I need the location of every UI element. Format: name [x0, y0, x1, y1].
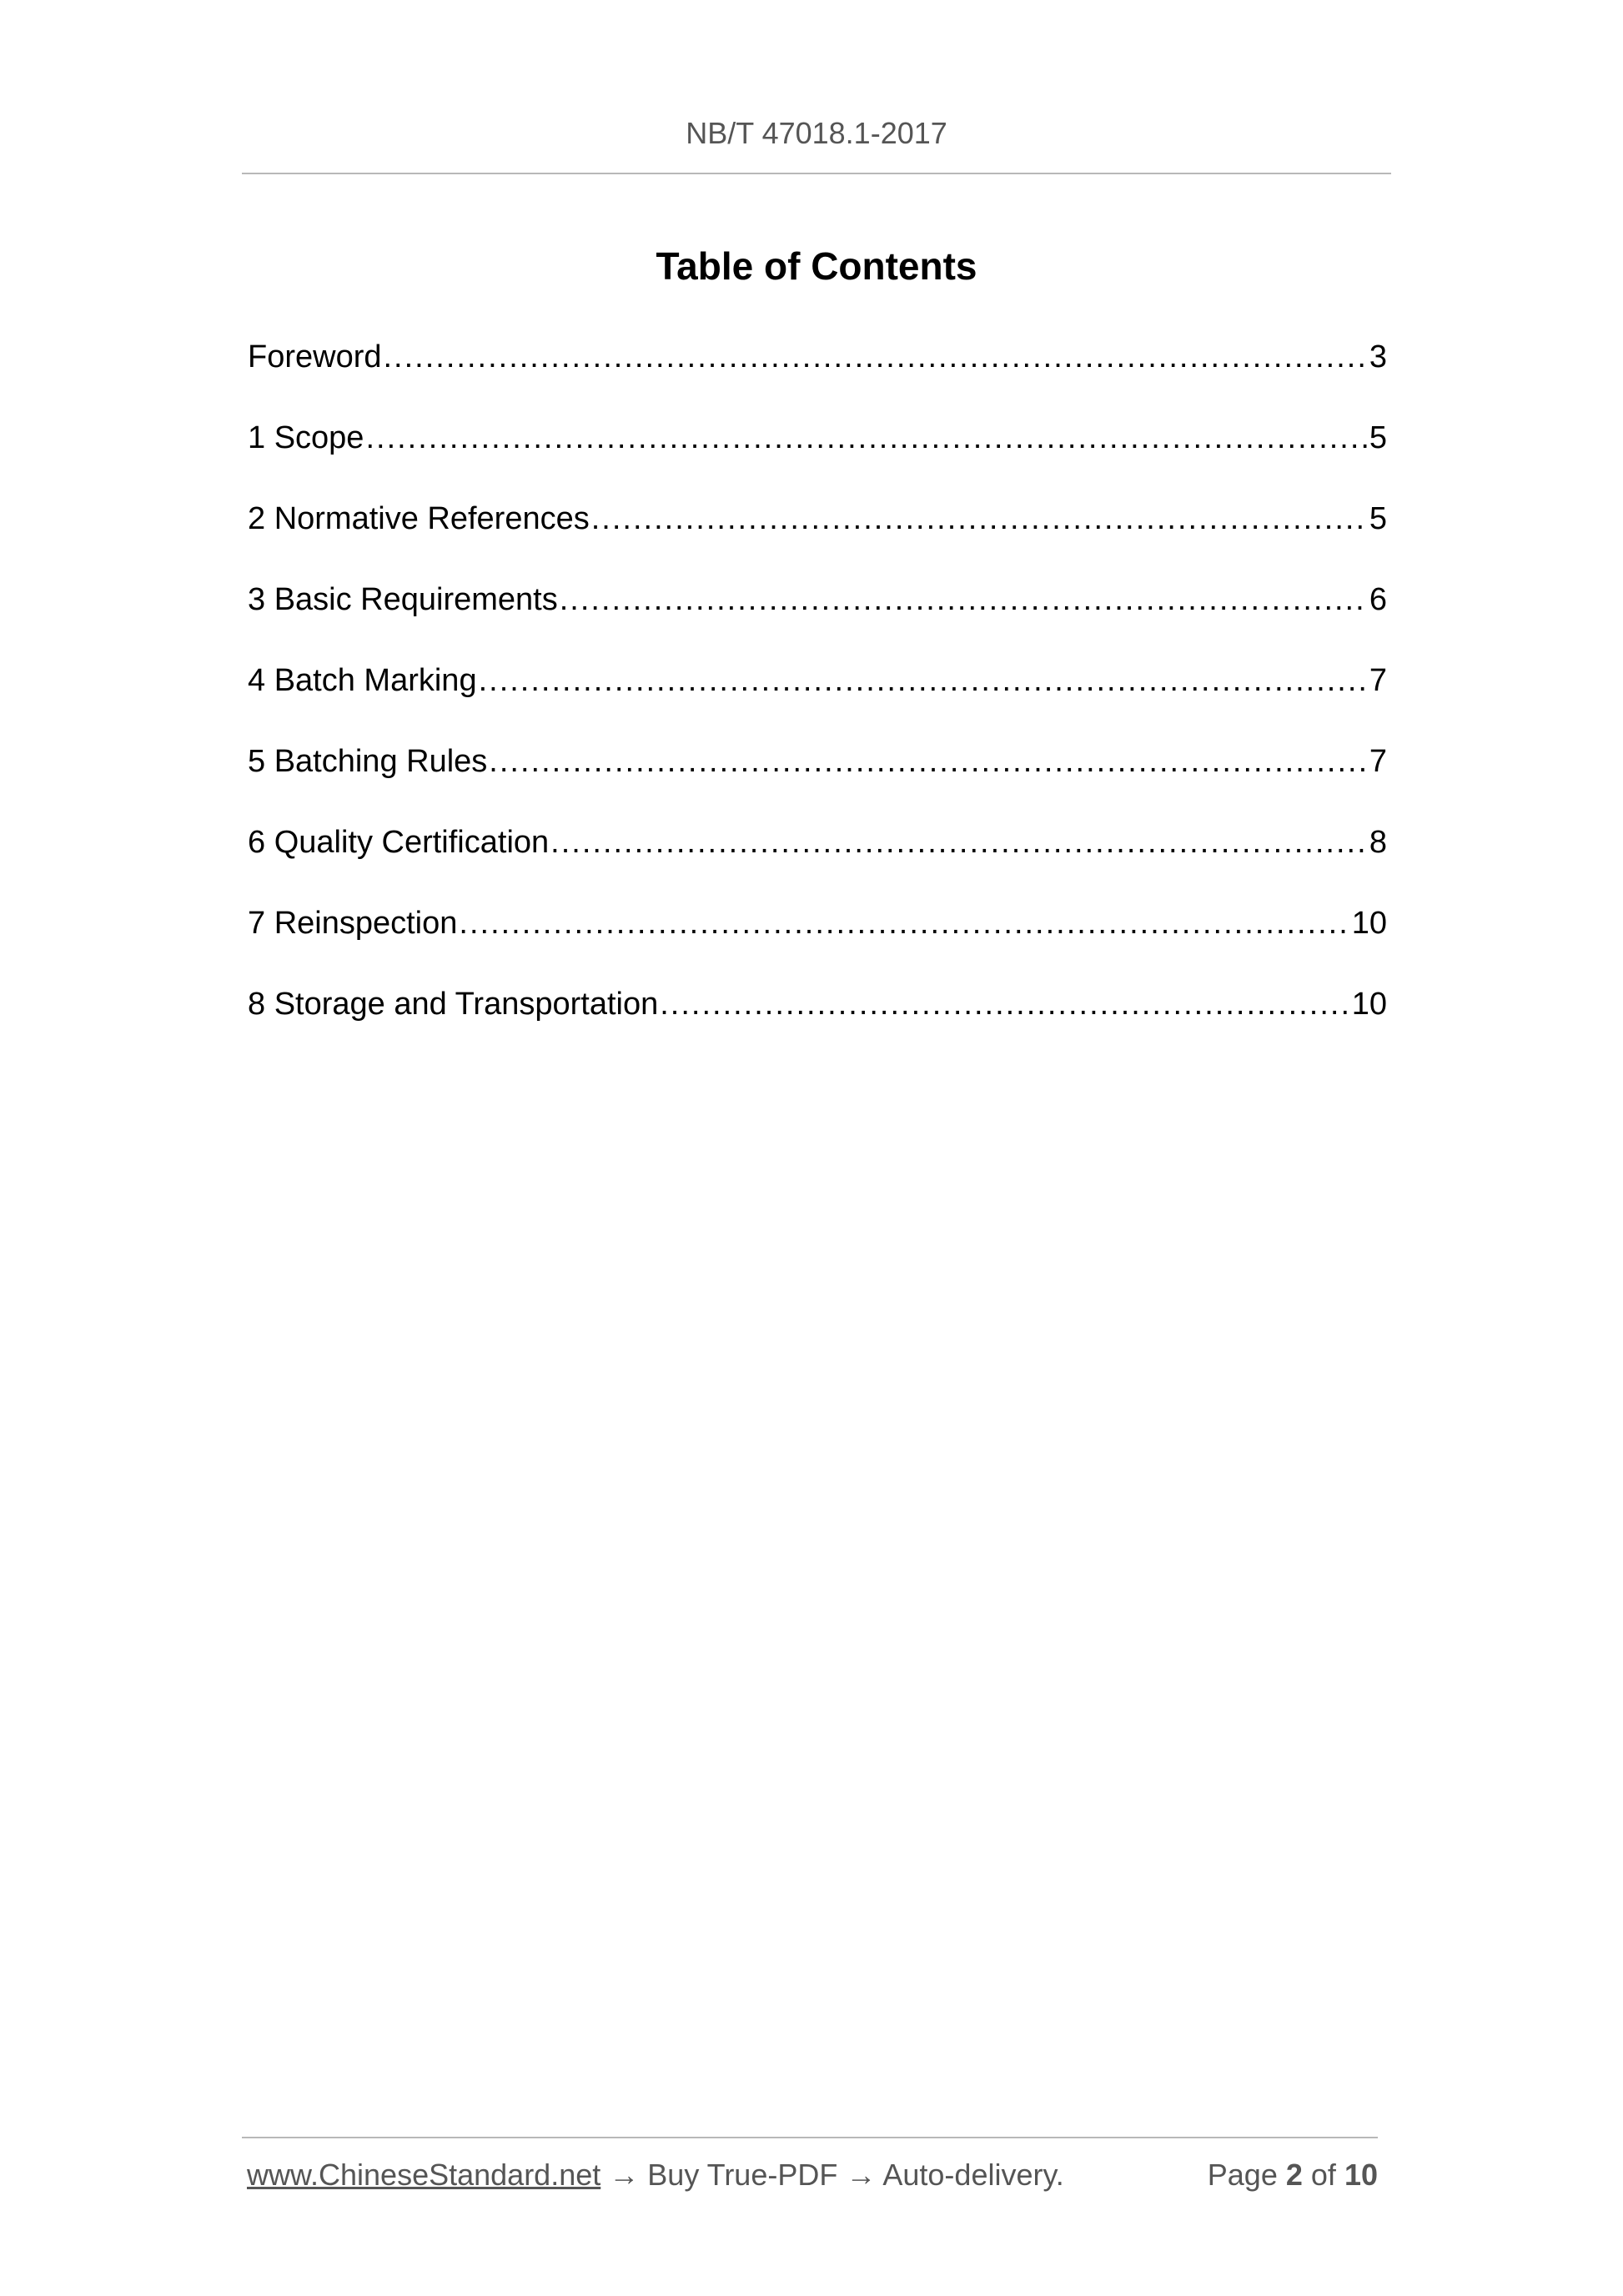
toc-entry-label: 7 Reinspection: [248, 906, 458, 941]
toc-entry-label: 8 Storage and Transportation: [248, 987, 659, 1022]
toc-entry-foreword[interactable]: [248, 334, 1387, 414]
toc-entry-label: 2 Normative References: [248, 501, 590, 536]
page-footer: [247, 2157, 1378, 2193]
toc-entry-page: 3: [1369, 339, 1387, 374]
toc-entry-reinspection[interactable]: [248, 900, 1387, 981]
toc-entry-page: 7: [1369, 663, 1387, 698]
running-header: NB/T 47018.1-2017: [686, 116, 947, 150]
footer-divider: [242, 2137, 1378, 2138]
toc-dot-leader: [591, 495, 1368, 542]
toc-entry-page: 10: [1351, 906, 1387, 941]
toc-entry-label: 4 Batch Marking: [248, 663, 477, 698]
toc-dot-leader: [550, 819, 1368, 866]
toc-entry-label: 5 Batching Rules: [248, 744, 488, 779]
arrow-right-icon: →: [609, 2158, 640, 2192]
buy-pdf-text: Buy True-PDF: [647, 2158, 838, 2192]
toc-entry-label: 1 Scope: [248, 420, 364, 455]
toc-dot-leader: [660, 981, 1350, 1027]
toc-entry-scope[interactable]: [248, 414, 1387, 495]
toc-entry-label: 6 Quality Certification: [248, 825, 550, 860]
of-word: of: [1310, 2158, 1336, 2192]
toc-list: [248, 334, 1387, 1062]
toc-dot-leader: [479, 657, 1368, 704]
page-word: Page: [1207, 2158, 1278, 2192]
toc-entry-page: 8: [1369, 825, 1387, 860]
toc-entry-page: 5: [1369, 501, 1387, 536]
site-link[interactable]: www.ChineseStandard.net: [247, 2158, 601, 2192]
toc-entry-storage-and-transportation[interactable]: [248, 981, 1387, 1062]
toc-entry-basic-requirements[interactable]: [248, 576, 1387, 657]
toc-entry-page: 6: [1369, 582, 1387, 617]
toc-entry-batch-marking[interactable]: [248, 657, 1387, 738]
auto-delivery-text: Auto-delivery.: [882, 2158, 1064, 2192]
toc-dot-leader: [489, 738, 1368, 785]
toc-entry-quality-certification[interactable]: [248, 819, 1387, 900]
toc-entry-page: 7: [1369, 744, 1387, 779]
toc-dot-leader: [384, 334, 1368, 380]
toc-entry-page: 10: [1351, 987, 1387, 1022]
current-page-number: 2: [1285, 2158, 1303, 2192]
total-pages-number: 10: [1344, 2158, 1378, 2192]
toc-dot-leader: [560, 576, 1368, 623]
toc-entry-label: 3 Basic Requirements: [248, 582, 558, 617]
toc-dot-leader: [459, 900, 1349, 947]
arrow-right-icon: →: [846, 2158, 877, 2192]
page-indicator: [1208, 2157, 1378, 2193]
toc-entry-normative-references[interactable]: [248, 495, 1387, 576]
footer-promo: [247, 2157, 1064, 2193]
toc-entry-page: 5: [1369, 420, 1387, 455]
toc-dot-leader: [365, 414, 1367, 461]
toc-title: Table of Contents: [656, 244, 977, 288]
toc-entry-label: Foreword: [248, 339, 382, 374]
toc-entry-batching-rules[interactable]: [248, 738, 1387, 819]
header-divider: [242, 173, 1391, 174]
